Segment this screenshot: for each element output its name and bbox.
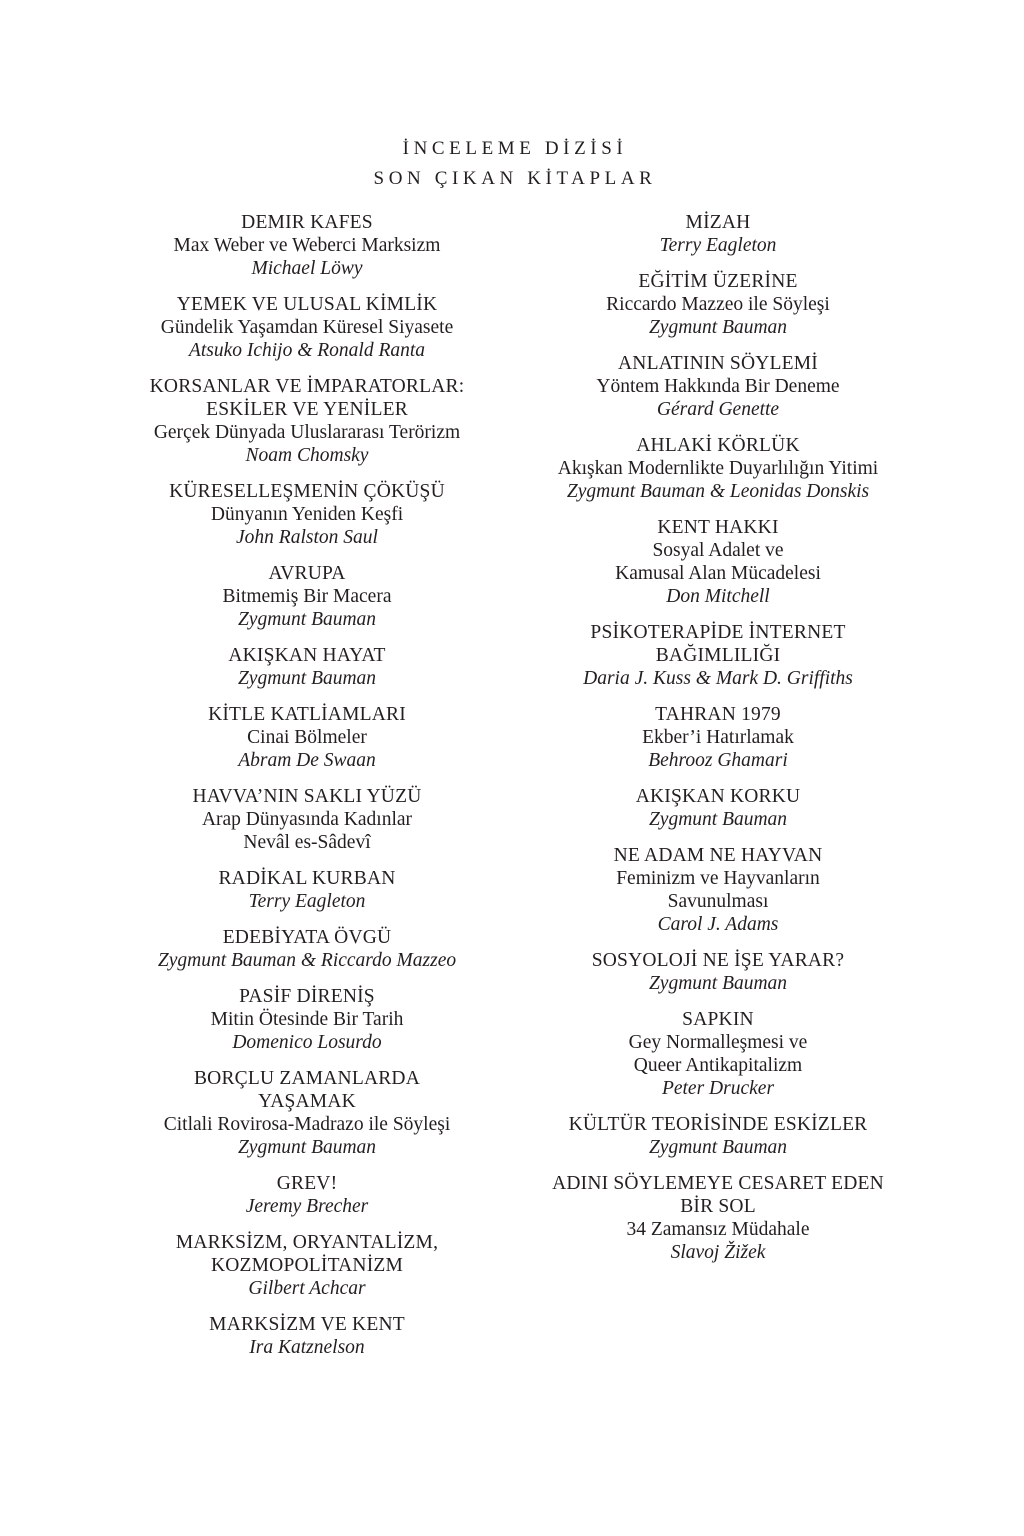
book-author: Carol J. Adams — [657, 914, 779, 935]
book-author: John Ralston Saul — [236, 527, 378, 548]
right-book-column — [458, 211, 978, 1277]
book-entry — [458, 211, 978, 257]
book-entry — [458, 434, 978, 503]
book-author: Slavoj Žižek — [670, 1242, 766, 1263]
book-title: KORSANLAR VE İMPARATORLAR: — [149, 376, 465, 397]
book-title: PASİF DİRENİŞ — [239, 986, 375, 1007]
book-title: AHLAKİ KÖRLÜK — [636, 435, 800, 456]
book-author: Behrooz Ghamari — [648, 750, 788, 771]
book-title: KOZMOPOLİTANİZM — [210, 1255, 404, 1276]
book-title: YEMEK VE ULUSAL KİMLİK — [176, 294, 438, 315]
book-entry — [458, 785, 978, 831]
book-entry — [458, 352, 978, 421]
book-subtitle: Dünyanın Yeniden Keşfi — [210, 504, 404, 525]
book-author: Peter Drucker — [661, 1078, 775, 1099]
book-author: Zygmunt Bauman & Leonidas Donskis — [566, 481, 870, 502]
book-title: MARKSİZM VE KENT — [209, 1314, 405, 1335]
book-author: Michael Löwy — [251, 258, 363, 279]
book-title: RADİKAL KURBAN — [218, 868, 396, 889]
book-author: Terry Eagleton — [248, 891, 366, 912]
book-title: KÜLTÜR TEORİSİNDE ESKİZLER — [568, 1114, 868, 1135]
book-entry — [458, 270, 978, 339]
book-title: ESKİLER VE YENİLER — [206, 399, 408, 420]
page-header — [0, 134, 1024, 194]
book-subtitle: Kamusal Alan Mücadelesi — [615, 563, 821, 584]
book-subtitle: Nevâl es-Sâdevî — [243, 832, 371, 853]
book-entry — [458, 949, 978, 995]
book-subtitle: Max Weber ve Weberci Marksizm — [173, 235, 441, 256]
book-author: Zygmunt Bauman — [648, 973, 788, 994]
book-title: GREV! — [276, 1173, 338, 1194]
book-subtitle: Mitin Ötesinde Bir Tarih — [210, 1009, 404, 1030]
book-author: Daria J. Kuss & Mark D. Griffiths — [583, 668, 853, 689]
book-author: Abram De Swaan — [238, 750, 376, 771]
book-title: KÜRESELLEŞMENİN ÇÖKÜŞÜ — [169, 481, 445, 502]
book-title: TAHRAN 1979 — [655, 704, 781, 725]
series-title: İNCELEME DİZİSİ — [402, 138, 628, 159]
book-subtitle: Riccardo Mazzeo ile Söyleşi — [606, 294, 830, 315]
book-author: Domenico Losurdo — [232, 1032, 382, 1053]
book-entry — [458, 844, 978, 936]
book-entry — [458, 1008, 978, 1100]
book-author: Zygmunt Bauman — [237, 668, 377, 689]
book-entry — [47, 1313, 567, 1359]
book-author: Gilbert Achcar — [248, 1278, 366, 1299]
book-subtitle: Gerçek Dünyada Uluslararası Terörizm — [153, 422, 461, 443]
book-title: NE ADAM NE HAYVAN — [613, 845, 823, 866]
book-title: PSİKOTERAPİDE İNTERNET — [590, 622, 846, 643]
book-subtitle: Akışkan Modernlikte Duyarlılığın Yitimi — [557, 458, 879, 479]
book-title: SOSYOLOJİ NE İŞE YARAR? — [591, 950, 845, 971]
book-title: BAĞIMLILIĞI — [655, 645, 781, 666]
book-subtitle: Citlali Rovirosa-Madrazo ile Söyleşi — [163, 1114, 451, 1135]
book-author: Zygmunt Bauman — [237, 609, 377, 630]
book-title: YAŞAMAK — [258, 1091, 356, 1112]
book-author: Atsuko Ichijo & Ronald Ranta — [188, 340, 426, 361]
book-subtitle: Gündelik Yaşamdan Küresel Siyasete — [160, 317, 454, 338]
series-subtitle: SON ÇIKAN KİTAPLAR — [373, 168, 657, 189]
book-title: ANLATININ SÖYLEMİ — [618, 353, 818, 374]
book-author: Zygmunt Bauman & Riccardo Mazzeo — [157, 950, 457, 971]
book-subtitle: Arap Dünyasında Kadınlar — [201, 809, 413, 830]
book-author: Zygmunt Bauman — [648, 809, 788, 830]
book-author: Zygmunt Bauman — [648, 317, 788, 338]
book-title: AKIŞKAN KORKU — [635, 786, 801, 807]
book-author: Ira Katznelson — [249, 1337, 365, 1358]
book-entry — [458, 1113, 978, 1159]
book-title: BORÇLU ZAMANLARDA — [193, 1068, 421, 1089]
book-subtitle: Bitmemiş Bir Macera — [222, 586, 392, 607]
book-title: EĞİTİM ÜZERİNE — [638, 271, 798, 292]
book-author: Zygmunt Bauman — [237, 1137, 377, 1158]
book-subtitle: 34 Zamansız Müdahale — [626, 1219, 810, 1240]
book-entry — [458, 1172, 978, 1264]
book-author: Noam Chomsky — [245, 445, 369, 466]
book-entry — [458, 703, 978, 772]
book-title: KENT HAKKI — [657, 517, 779, 538]
book-entry — [458, 621, 978, 690]
book-title: KİTLE KATLİAMLARI — [208, 704, 406, 725]
book-subtitle: Gey Normalleşmesi ve — [628, 1032, 808, 1053]
book-subtitle: Queer Antikapitalizm — [633, 1055, 803, 1076]
book-title: DEMIR KAFES — [241, 212, 373, 233]
book-title: AVRUPA — [268, 563, 346, 584]
book-author: Terry Eagleton — [659, 235, 777, 256]
book-author: Zygmunt Bauman — [648, 1137, 788, 1158]
book-subtitle: Sosyal Adalet ve — [652, 540, 784, 561]
book-title: HAVVA’NIN SAKLI YÜZÜ — [192, 786, 422, 807]
book-title: SAPKIN — [682, 1009, 754, 1030]
book-subtitle: Cinai Bölmeler — [247, 727, 367, 748]
book-title: BİR SOL — [680, 1196, 756, 1217]
book-author: Don Mitchell — [666, 586, 770, 607]
book-subtitle: Ekber’i Hatırlamak — [642, 727, 794, 748]
book-subtitle: Savunulması — [667, 891, 769, 912]
book-author: Jeremy Brecher — [245, 1196, 369, 1217]
book-title: AKIŞKAN HAYAT — [228, 645, 386, 666]
book-subtitle: Feminizm ve Hayvanların — [616, 868, 820, 889]
book-title: EDEBİYATA ÖVGÜ — [222, 927, 392, 948]
book-title: MİZAH — [685, 212, 751, 233]
book-subtitle: Yöntem Hakkında Bir Deneme — [596, 376, 840, 397]
book-title: ADINI SÖYLEMEYE CESARET EDEN — [552, 1173, 884, 1194]
book-title: MARKSİZM, ORYANTALİZM, — [175, 1232, 439, 1253]
book-entry — [458, 516, 978, 608]
book-author: Gérard Genette — [656, 399, 780, 420]
